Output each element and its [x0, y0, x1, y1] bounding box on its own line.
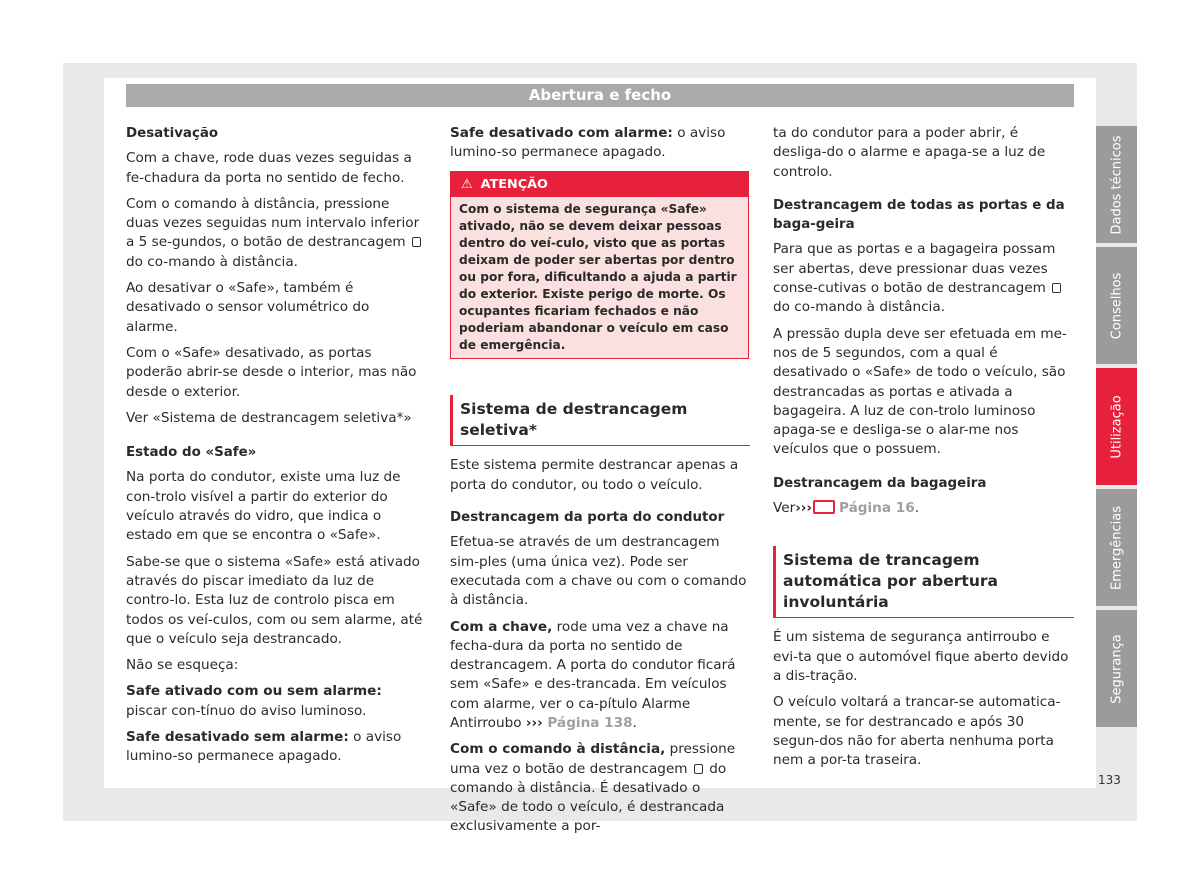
paragraph — [126, 682, 424, 721]
paragraph: Efetua-se através de um destrancagem sim-ples (uma única vez). Pode ser executada com a chave ou com o comando à distância. — [450, 534, 747, 609]
warning-title: ATENÇÃO — [480, 176, 548, 192]
tab-label: Dados técnicos — [1109, 134, 1124, 235]
text: Para que as portas e a bagageira possam ser abertas, deve pressionar duas vezes conse-cutivas o botão de destrancagem — [773, 241, 1056, 297]
paragraph: A pressão dupla deve ser efetuada em me-nos de 5 segundos, com a qual é desativado o «Safe» de todo o veículo, são destrancadas as portas e ativada a bagageira. A luz de con-trolo luminoso apaga-se e desliga-se o alar-me nos veículos que o possuem. — [773, 325, 1067, 458]
paragraph — [126, 195, 424, 272]
page-number: 133 — [1098, 773, 1121, 787]
paragraph: ta do condutor para a poder abrir, é desliga-do o alarme e apaga-se a luz de controlo. — [773, 125, 1046, 180]
tab-label: Emergências — [1109, 505, 1124, 590]
text: o aviso lumino-so permanece apagado. — [126, 729, 402, 765]
warning-box — [450, 171, 749, 360]
tab-emergencias[interactable] — [1096, 489, 1137, 606]
text: Ver — [773, 500, 796, 517]
text: piscar con-tínuo do aviso luminoso. — [126, 702, 367, 719]
paragraph: Não se esqueça: — [126, 657, 239, 674]
page-link[interactable]: Página 16 — [839, 500, 915, 517]
text: do co-mando à distância. — [126, 253, 298, 270]
tab-label: Conselhos — [1109, 272, 1124, 339]
column-1 — [126, 124, 424, 774]
heading-estado-safe: Estado do «Safe» — [126, 445, 257, 461]
paragraph: O veículo voltará a trancar-se automatica-mente, se for destrancado e após 30 segun-dos não for aberta nenhuma porta nem a por-ta traseira. — [773, 694, 1061, 769]
tab-seguranca[interactable] — [1096, 610, 1137, 727]
paragraph — [450, 124, 750, 163]
unlock-icon — [412, 237, 421, 247]
heading-bagageira: Destrancagem da bagageira — [773, 475, 987, 491]
heading-todas-portas: Destrancagem de todas as portas e da baga-geira — [773, 197, 1065, 233]
text: o aviso lumino-so permanece apagado. — [450, 125, 726, 161]
bold-term: Com o comando à distância, — [450, 741, 666, 758]
column-3 — [773, 124, 1074, 777]
paragraph — [126, 728, 424, 767]
paragraph — [773, 240, 1074, 317]
paragraph: Sabe-se que o sistema «Safe» está ativado através do piscar imediato da luz de contro-lo. Esta luz de controlo pisca em todos os veí-culos, com ou sem alarme, até que o veículo seja destrancado. — [126, 553, 423, 647]
paragraph — [450, 740, 750, 836]
arrows-icon: ››› — [525, 715, 543, 731]
book-icon — [813, 500, 835, 514]
bold-term: Safe desativado com alarme: — [450, 125, 673, 141]
paragraph: Com o «Safe» desativado, as portas poderão abrir-se desde o interior, mas não desde o exterior. — [126, 344, 417, 400]
tab-label: Segurança — [1109, 633, 1124, 704]
heading-porta-condutor: Destrancagem da porta do condutor — [450, 510, 725, 526]
paragraph: Ver «Sistema de destrancagem seletiva*» — [126, 409, 412, 426]
paragraph: Com a chave, rode duas vezes seguidas a fe-chadura da porta no sentido de fecho. — [126, 150, 412, 186]
page-link[interactable] — [526, 715, 633, 731]
section-title-trancagem-automatica: Sistema de trancagem automática por abertura involuntária — [773, 546, 1074, 618]
bold-term: Safe desativado sem alarme: — [126, 729, 349, 746]
unlock-icon — [1052, 283, 1061, 293]
text: pressione uma vez o botão de destrancagem — [450, 741, 736, 777]
warning-triangle-icon: ⚠ — [461, 176, 473, 192]
paragraph: Ao desativar o «Safe», também é desativado o sensor volumétrico do alarme. — [126, 280, 370, 335]
paragraph: É um sistema de segurança antirroubo e evi-ta que o automóvel fique aberto devido a dis-tração. — [773, 629, 1069, 684]
heading-desativacao: Desativação — [126, 126, 219, 141]
paragraph: Com a chave, rode uma vez a chave na fecha-dura da porta no sentido de destrancagem. A porta do condutor ficará sem «Safe» e des-trancada. Em veículos com alarme, ver o ca-pítulo Alarme Antirroubo ››› Página 138. — [450, 618, 736, 731]
column-2 — [450, 124, 750, 844]
text: rode uma vez a chave na fecha-dura da porta no sentido de destrancagem. A porta do condutor ficará sem «Safe» e des-trancada. Em veículos com alarme, ver o ca-pítulo Alarme Antirroubo — [450, 618, 736, 731]
tab-dados-tecnicos[interactable] — [1096, 126, 1137, 243]
bold-term: Safe ativado com ou sem alarme: — [126, 683, 382, 700]
section-title-destrancagem-seletiva: Sistema de destrancagem seletiva* — [450, 395, 750, 446]
paragraph: Este sistema permite destrancar apenas a porta do condutor, ou todo o veículo. — [450, 457, 739, 493]
paragraph: Na porta do condutor, existe uma luz de con-trolo visível a partir do exterior do veículo através do vidro, que indica o estado em que se encontra o «Safe». — [126, 469, 401, 544]
text: Com o comando à distância, pressione duas vezes seguidas num intervalo inferior a 5 se-gundos, o botão de destrancagem — [126, 195, 420, 251]
warning-body: Com o sistema de segurança «Safe» ativado, não se devem deixar pessoas dentro do veí-culo, visto que as portas deixam de poder ser abertas por dentro ou por fora, dificultando a ajuda a partir do exterior. Existe perigo de morte. Os ocupantes ficariam fechados e não poderiam abandonar o veículo em caso de emergência. — [459, 201, 737, 353]
tab-utilizacao[interactable] — [1096, 368, 1137, 485]
link-text: Página 138 — [542, 715, 633, 731]
arrows-icon: ››› — [795, 500, 813, 517]
text: do comando à distância. É desativado o «Safe» de todo o veículo, é destrancada exclusivamente a por- — [450, 760, 727, 835]
unlock-icon — [694, 764, 703, 774]
tab-label: Utilização — [1109, 394, 1124, 459]
page-title: Abertura e fecho — [126, 84, 1074, 107]
bold-term: Com a chave, — [450, 618, 553, 635]
text: do co-mando à distância. — [773, 299, 945, 316]
tab-conselhos[interactable] — [1096, 247, 1137, 364]
warning-header — [451, 172, 748, 197]
paragraph: Ver››› Página 16. — [773, 500, 920, 517]
